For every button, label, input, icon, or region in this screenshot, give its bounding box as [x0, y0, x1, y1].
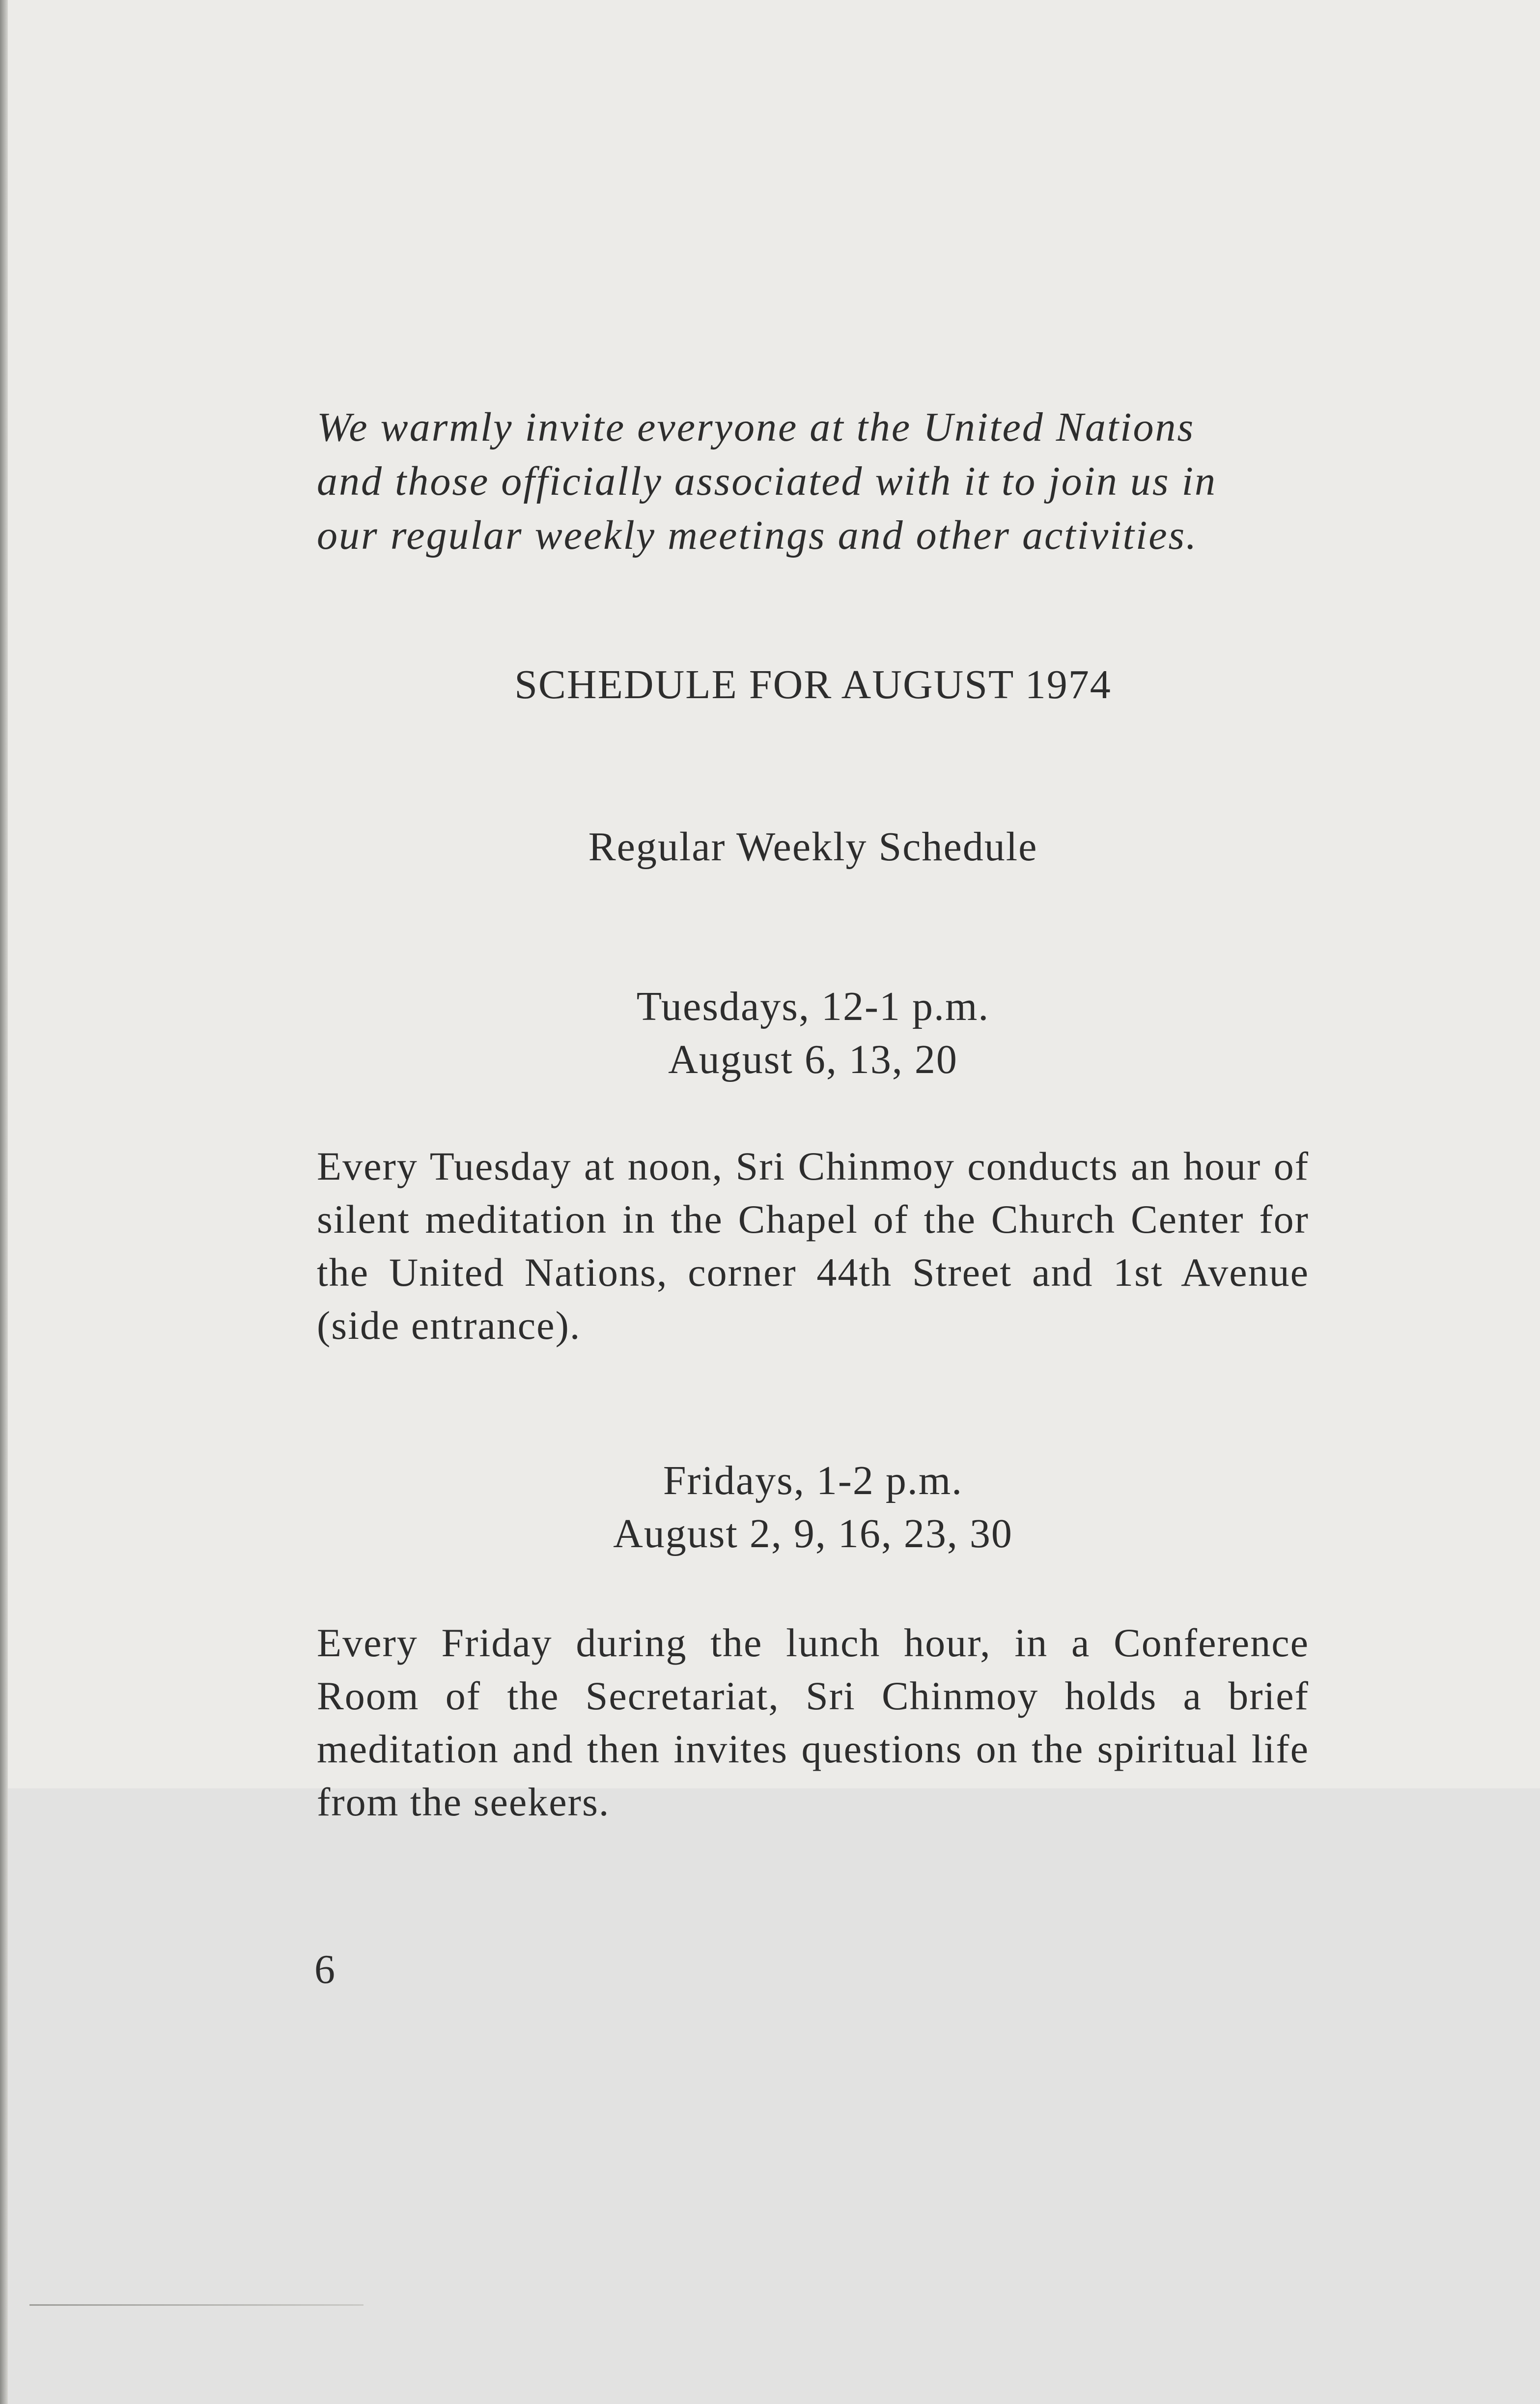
page-left-edge-shadow: [0, 0, 8, 2404]
tuesday-time: Tuesdays, 12-1 p.m.: [636, 984, 990, 1029]
intro-paragraph: [317, 400, 1309, 563]
intro-line: our regular weekly meetings and other activities.: [317, 512, 1198, 558]
bottom-rule-divider: [29, 2304, 364, 2306]
friday-time: Fridays, 1-2 p.m.: [663, 1458, 963, 1503]
friday-schedule: [317, 1454, 1309, 1560]
section-heading: Regular Weekly Schedule: [588, 824, 1038, 870]
schedule-heading: SCHEDULE FOR AUGUST 1974: [514, 662, 1112, 707]
tuesday-dates: August 6, 13, 20: [668, 1037, 958, 1082]
friday-description: Every Friday during the lunch hour, in a Conference Room of the Secretariat, Sri Chinmoy holds a brief meditation and then invites questions on the spiritual life from the seekers.: [317, 1620, 1309, 1824]
friday-dates: August 2, 9, 16, 23, 30: [613, 1511, 1013, 1556]
page-number: 6: [314, 1947, 335, 1992]
intro-line: and those officially associated with it to join us in: [317, 458, 1217, 504]
tuesday-schedule: [317, 980, 1309, 1086]
intro-line: We warmly invite everyone at the United Nations: [317, 404, 1195, 450]
tuesday-description: Every Tuesday at noon, Sri Chinmoy conducts an hour of silent meditation in the Chapel of the Church Center for the United Nations, corner 44th Street and 1st Avenue (side entrance).: [317, 1144, 1309, 1348]
page-bottom-shade: [8, 1788, 1540, 2404]
